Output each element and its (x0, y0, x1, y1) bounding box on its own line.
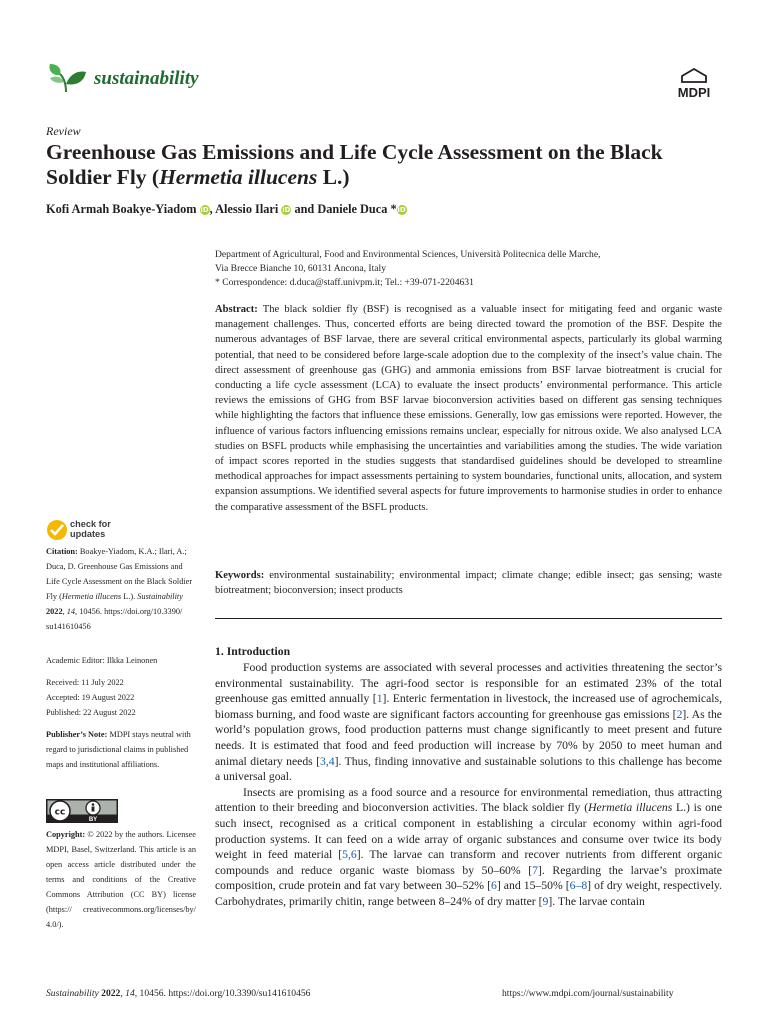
mdpi-logo-icon[interactable] (666, 68, 722, 102)
reference-link[interactable]: 7 (532, 863, 538, 877)
section-heading: 1. Introduction (215, 645, 291, 658)
orcid-icon[interactable]: iD (200, 206, 209, 214)
corresponding-author-mark: * (387, 202, 397, 216)
paragraph: Food production systems are associated with several processes and activities threatening the sector’s environmental sustainability. The agri-food sector is responsible for an estimated 23% of the total greenhouse gas emitted annually [1]. Enteric fermentation in livestock, the increased use of agrochemicals, biomass burning, and food waste are significant factors accounting for greenhouse gas emissions [2]. As the world’s population grows, food production patterns must change significantly to meet present and future needs. It is estimated that food and feed production will increase by 70% by 2050 to meet human and animal dietary needs [3,4]. Thus, finding innovative and sustainable solutions to this challenge has become a universal goal. (215, 661, 722, 784)
citation-doi[interactable]: , 10456. https://doi.org/10.3390/ su141610456 (46, 607, 183, 631)
title-species: Hermetia illucens (159, 165, 318, 189)
abstract-text: The black soldier fly (BSF) is recognised as a valuable insect for mitigating feed and organic waste management challenges. Thus, concerted efforts are being directed toward the promotion of the BSF. Despite the numerous advantages of BSF larvae, there are several critical environmental aspects, particularly its global warming potential, that need to be considered before large-scale adoption due to the complexity of the insect’s value chain. The direct assessment of greenhouse gas (GHG) and ammonia emissions from BSF larvae biotreatment is crucial for conducting a life cycle assessment (LCA) to evaluate the insect products’ environmental performance. This article reviews the emissions of GHG from BSF larvae bioconversion activities based on different gas sensing techniques while highlighting the factors that influence these emissions. Generally, low gas emissions were reported. However, the influence of various factors influencing emissions remains unclear, especially for nitrous oxide. We also analysed LCA studies on BSFL products while emphasising the uncertainties and variabilities among the studies. The wide variation of impact scores reported in the studies suggests that standardised guidelines should be developed to streamline methodical approaches for impact assessments pertaining to system boundaries, functional units, allocation, and system expansion assumptions. We identified several aspects for future improvements to harmonise studies in order to enhance the comparative assessment of the BSFL products. (215, 304, 722, 513)
reference-link[interactable]: 5,6 (342, 848, 357, 862)
abstract-label: Abstract: (215, 304, 258, 315)
publisher-logo-text: MDPI (677, 85, 711, 100)
abstract (215, 302, 722, 515)
article-type: Review (46, 124, 81, 138)
reference-link[interactable]: 9 (542, 894, 549, 908)
reference-link[interactable]: 6 (491, 879, 497, 893)
author-separator: and (291, 202, 318, 216)
copyright-notice: Copyright: © 2022 by the authors. Licensee MDPI, Basel, Switzerland. This article is an open access article distributed under the terms and conditions of the Creative Commons Attribution (CC BY) license (https:// creativecommons.org/licenses/by/ 4.0/). (46, 830, 196, 929)
accepted-date: Accepted: 19 August 2022 (46, 693, 135, 702)
check-for-updates-button[interactable] (46, 519, 156, 547)
introduction-body (215, 660, 722, 910)
cc-badge-text: BY (88, 817, 98, 823)
orcid-icon[interactable]: iD (397, 206, 406, 214)
affiliation-line: Department of Agricultural, Food and Environmental Sciences, Università Politecnica delle Marche, (215, 249, 601, 260)
affiliation-block (215, 248, 725, 290)
received-date: Received: 11 July 2022 (46, 678, 124, 687)
check-updates-label: check for updates (70, 519, 111, 539)
paragraph: Insects are promising as a food source and a resource for environmental remediation, thus attracting attention to their breeding and bioconversion activities. The black soldier fly (Hermetia illucens L.) is one such insect, recognised as a critical component in establishing a circular economy within agri-food production systems. It can feed on a wide array of organic substances and consume over twice its body weight in feed material [5,6]. The larvae can transform and recover nutrients from different organic compounds and reduce organic waste biomass by 50–60% [7]. Regarding the larvae’s proximate composition, crude protein and fat vary between 30–52% [6] and 15–50% [6–8] of dry weight, respectively. Carbohydrates, primarily chitin, range between 8–24% of dry matter [9]. The larvae contain (215, 785, 723, 908)
journal-name[interactable]: sustainability (94, 68, 199, 89)
author-name: Kofi Armah Boakye-Yiadom (46, 202, 197, 216)
orcid-icon[interactable]: iD (282, 206, 291, 214)
title-part: L.) (317, 165, 350, 189)
cc-by-license-icon[interactable] (46, 799, 118, 823)
reference-link[interactable]: 2 (676, 707, 683, 721)
citation-block: Citation: Boakye-Yiadom, K.A.; Ilari, A.; Duca, D. Greenhouse Gas Emissions and Life Cycle Assessment on the Black Soldier Fly (Hermetia illucens L.). Sustainability 2022, 14, 10456. https://doi.org/10.3390/ su141610456 (46, 547, 193, 631)
article-title (46, 140, 726, 190)
reference-link[interactable]: 1 (376, 692, 383, 706)
author-separator: , (209, 202, 216, 216)
keywords (215, 568, 722, 598)
section-divider (215, 618, 722, 619)
title-part: Greenhouse Gas Emissions and Life Cycle Assessment on the Black Soldier Fly ( (46, 140, 663, 189)
check-updates-icon (46, 519, 68, 541)
author-name: Alessio Ilari (215, 202, 279, 216)
published-date: Published: 22 August 2022 (46, 708, 136, 717)
footer-citation: Sustainability 2022, 14, 10456. https://doi.org/10.3390/su141610456 (46, 988, 311, 999)
reference-link[interactable]: 3,4 (320, 754, 335, 768)
keywords-label: Keywords: (215, 570, 265, 581)
author-name: Daniele Duca (317, 202, 388, 216)
publisher-note: Publisher’s Note: MDPI stays neutral with regard to jurisdictional claims in published maps and institutional affiliations. (46, 730, 191, 769)
citation-label: Citation: (46, 547, 78, 556)
footer-journal-url[interactable]: https://www.mdpi.com/journal/sustainability (502, 988, 674, 999)
svg-text:cc: cc (54, 807, 66, 818)
keywords-text: environmental sustainability; environmental impact; climate change; edible insect; gas sensing; waste biotreatment; bioconversion; insect products (215, 570, 722, 597)
journal-logo-icon (46, 62, 88, 96)
correspondence-line: * Correspondence: d.duca@staff.univpm.it; Tel.: +39-071-2204631 (215, 277, 474, 288)
academic-editor: Academic Editor: Ilkka Leinonen (46, 656, 158, 665)
reference-link[interactable]: 6–8 (569, 879, 588, 893)
affiliation-line: Via Brecce Bianche 10, 60131 Ancona, Italy (215, 263, 386, 274)
author-list (46, 202, 726, 217)
